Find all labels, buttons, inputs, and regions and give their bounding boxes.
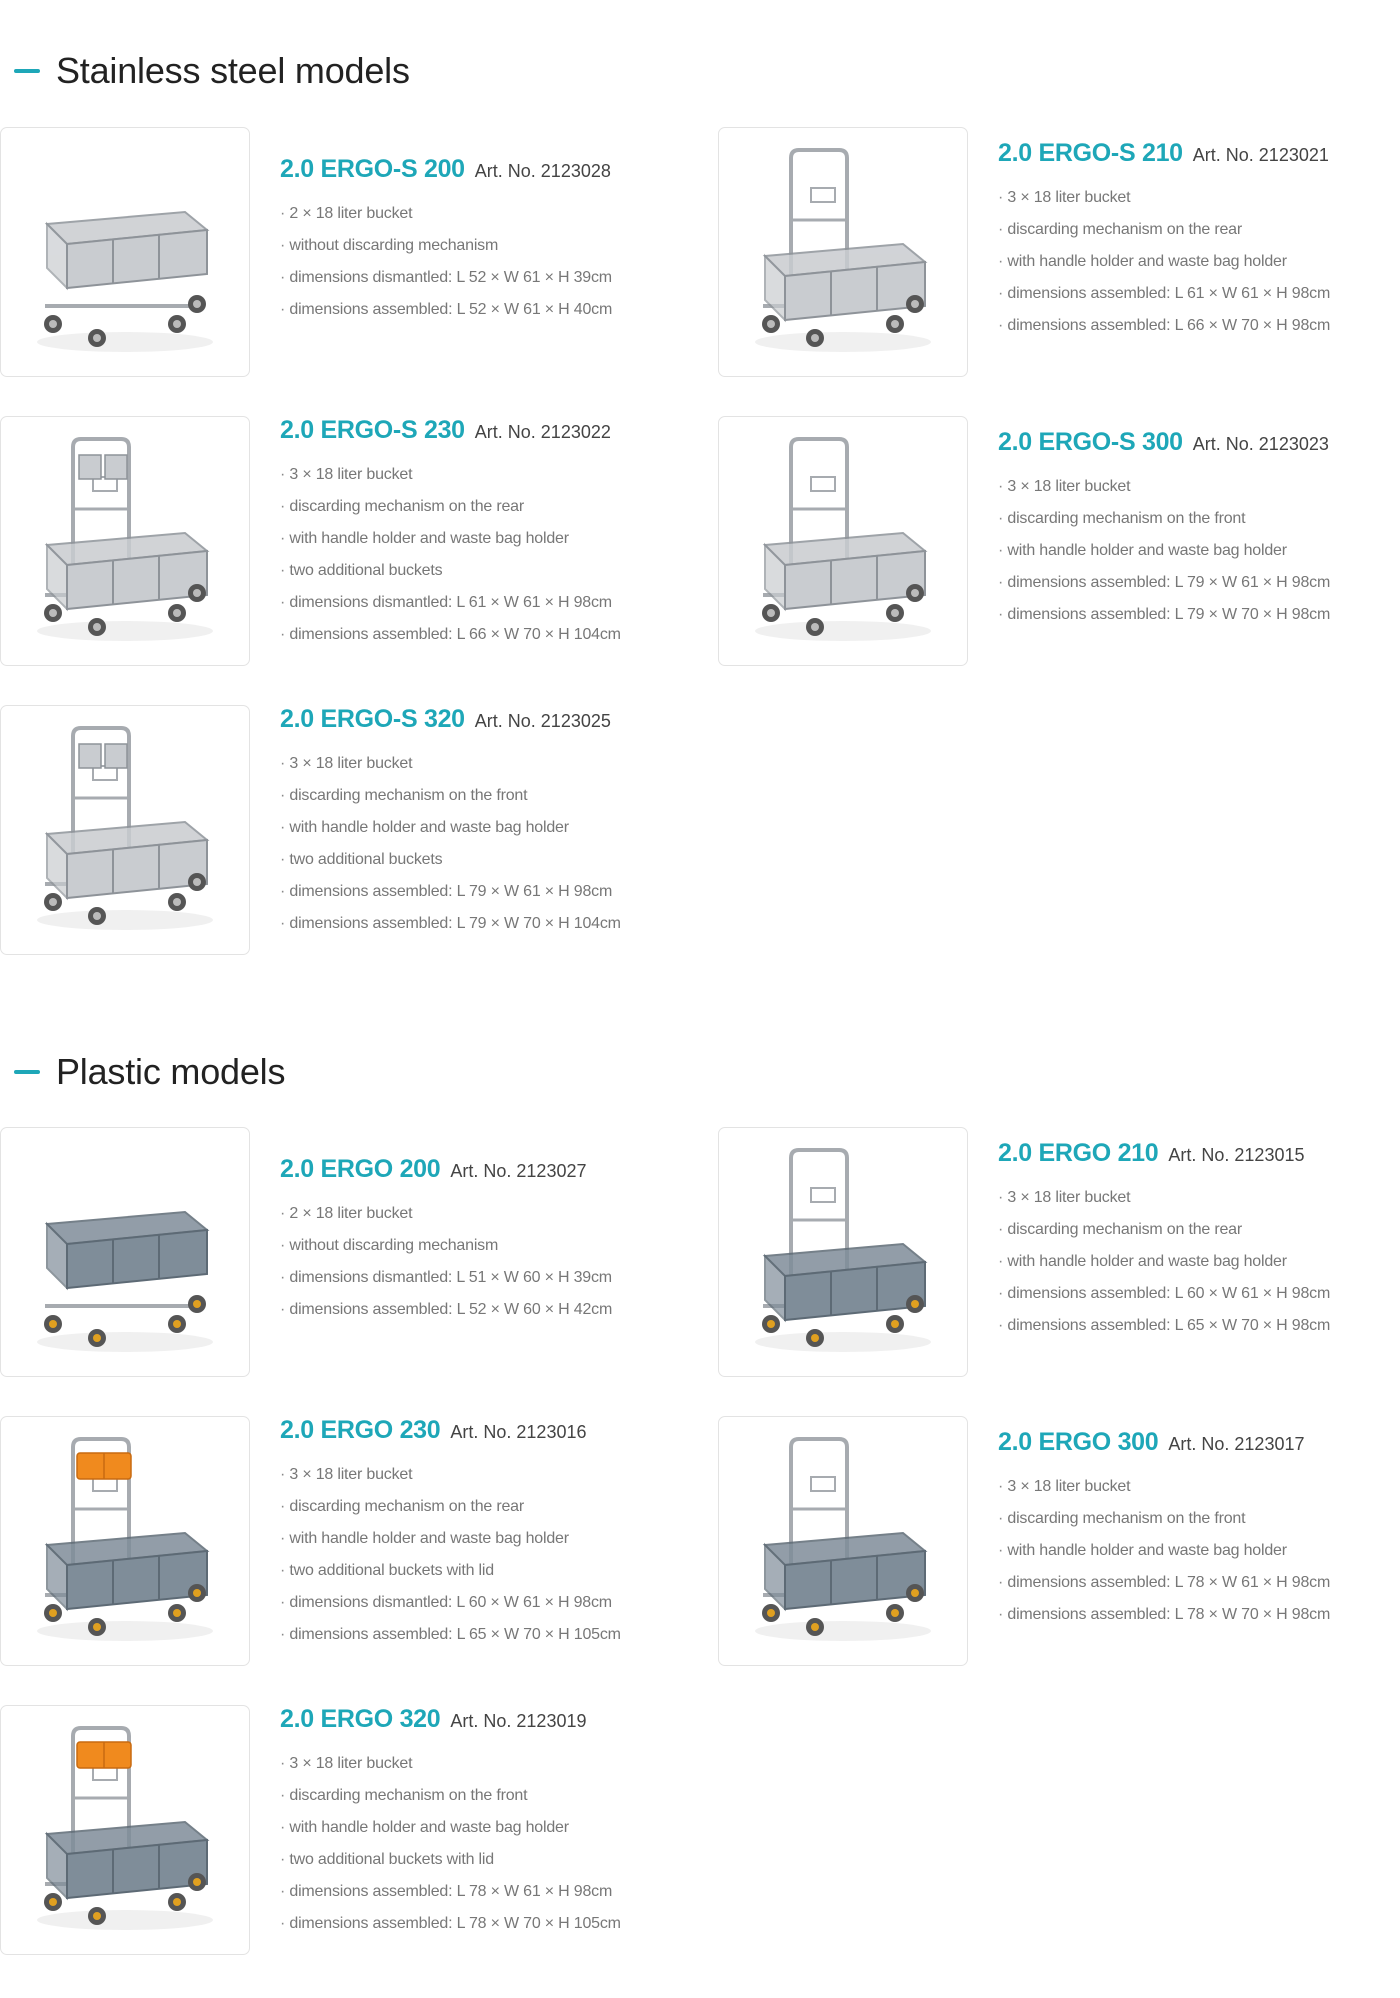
- spec-item: · 3 × 18 liter bucket: [280, 748, 700, 780]
- product-art-number: Art. No. 2123023: [1192, 434, 1329, 454]
- spec-item: · without discarding mechanism: [280, 1230, 700, 1262]
- cart-illustration-icon: [719, 1128, 967, 1376]
- product-info: [998, 428, 1400, 631]
- product-card[interactable]: [0, 705, 621, 955]
- spec-item: · dimensions assembled: L 78 × W 70 × H 98cm: [998, 1599, 1400, 1631]
- product-card[interactable]: [718, 1127, 1331, 1377]
- spec-item: · dimensions assembled: L 60 × W 61 × H 98cm: [998, 1278, 1400, 1310]
- spec-item: · discarding mechanism on the rear: [998, 1214, 1400, 1246]
- product-model[interactable]: 2.0 ERGO-S 200: [280, 155, 465, 183]
- product-model[interactable]: 2.0 ERGO 210: [998, 1139, 1159, 1167]
- product-model[interactable]: 2.0 ERGO-S 320: [280, 705, 465, 733]
- product-model[interactable]: 2.0 ERGO 320: [280, 1705, 441, 1733]
- spec-item: · dimensions assembled: L 79 × W 70 × H 98cm: [998, 599, 1400, 631]
- spec-list: [280, 1198, 700, 1326]
- product-heading: [280, 1705, 700, 1734]
- spec-list: [280, 1748, 700, 1940]
- spec-item: · dimensions assembled: L 79 × W 61 × H 98cm: [280, 876, 700, 908]
- spec-item: · discarding mechanism on the front: [280, 1780, 700, 1812]
- cart-illustration-icon: [1, 706, 249, 954]
- spec-item: · dimensions dismantled: L 60 × W 61 × H 98cm: [280, 1587, 700, 1619]
- product-image[interactable]: [718, 127, 968, 377]
- product-heading: [280, 1416, 700, 1445]
- product-info: [280, 416, 700, 651]
- product-heading: [998, 428, 1400, 457]
- product-model[interactable]: 2.0 ERGO-S 300: [998, 428, 1183, 456]
- spec-item: · 3 × 18 liter bucket: [280, 1459, 700, 1491]
- product-image[interactable]: [718, 1416, 968, 1666]
- spec-item: · discarding mechanism on the rear: [280, 1491, 700, 1523]
- spec-item: · 3 × 18 liter bucket: [998, 182, 1400, 214]
- product-heading: [998, 1428, 1400, 1457]
- cart-illustration-icon: [1, 128, 249, 376]
- cart-illustration-icon: [719, 1417, 967, 1665]
- product-image[interactable]: [0, 416, 250, 666]
- spec-item: · two additional buckets with lid: [280, 1555, 700, 1587]
- product-art-number: Art. No. 2123022: [474, 422, 611, 442]
- product-info: [998, 1428, 1400, 1631]
- spec-item: · discarding mechanism on the front: [998, 1503, 1400, 1535]
- product-card[interactable]: [718, 127, 1331, 377]
- spec-list: [998, 1471, 1400, 1631]
- spec-item: · dimensions assembled: L 66 × W 70 × H 104cm: [280, 619, 700, 651]
- product-card[interactable]: [0, 1416, 621, 1666]
- spec-item: · with handle holder and waste bag holder: [280, 1523, 700, 1555]
- cart-illustration-icon: [1, 1417, 249, 1665]
- product-heading: [998, 139, 1400, 168]
- spec-item: · with handle holder and waste bag holder: [280, 523, 700, 555]
- spec-item: · 3 × 18 liter bucket: [280, 459, 700, 491]
- section-heading-stainless: [14, 50, 410, 92]
- spec-item: · 3 × 18 liter bucket: [280, 1748, 700, 1780]
- cart-illustration-icon: [1, 1128, 249, 1376]
- product-image[interactable]: [718, 416, 968, 666]
- section-heading-plastic: [14, 1051, 285, 1093]
- product-card[interactable]: [718, 416, 1331, 666]
- spec-item: · 3 × 18 liter bucket: [998, 1471, 1400, 1503]
- product-image[interactable]: [0, 1705, 250, 1955]
- product-info: [998, 139, 1400, 342]
- spec-item: · dimensions assembled: L 65 × W 70 × H 98cm: [998, 1310, 1400, 1342]
- spec-list: [280, 459, 700, 651]
- spec-item: · 3 × 18 liter bucket: [998, 471, 1400, 503]
- spec-item: · 2 × 18 liter bucket: [280, 198, 700, 230]
- spec-item: · dimensions dismantled: L 51 × W 60 × H 39cm: [280, 1262, 700, 1294]
- spec-item: · discarding mechanism on the front: [998, 503, 1400, 535]
- product-card[interactable]: [0, 127, 613, 377]
- spec-item: · dimensions assembled: L 79 × W 70 × H 104cm: [280, 908, 700, 940]
- heading-dash-icon: [14, 69, 40, 73]
- spec-item: · dimensions assembled: L 52 × W 60 × H 42cm: [280, 1294, 700, 1326]
- spec-item: · dimensions assembled: L 52 × W 61 × H 40cm: [280, 294, 700, 326]
- product-art-number: Art. No. 2123021: [1192, 145, 1329, 165]
- heading-dash-icon: [14, 1070, 40, 1074]
- product-card[interactable]: [0, 416, 621, 666]
- product-info: [280, 1705, 700, 1940]
- product-heading: [280, 705, 700, 734]
- spec-item: · discarding mechanism on the front: [280, 780, 700, 812]
- product-info: [998, 1139, 1400, 1342]
- spec-item: · with handle holder and waste bag holder: [280, 1812, 700, 1844]
- spec-item: · dimensions assembled: L 78 × W 61 × H 98cm: [280, 1876, 700, 1908]
- spec-list: [998, 1182, 1400, 1342]
- cart-illustration-icon: [719, 128, 967, 376]
- spec-item: · with handle holder and waste bag holder: [280, 812, 700, 844]
- spec-item: · dimensions assembled: L 65 × W 70 × H 105cm: [280, 1619, 700, 1651]
- cart-illustration-icon: [1, 417, 249, 665]
- product-art-number: Art. No. 2123016: [450, 1422, 587, 1442]
- spec-item: · discarding mechanism on the rear: [280, 491, 700, 523]
- product-image[interactable]: [0, 1127, 250, 1377]
- product-heading: [280, 416, 700, 445]
- section-title: Plastic models: [56, 1051, 286, 1092]
- spec-list: [280, 1459, 700, 1651]
- product-model[interactable]: 2.0 ERGO 200: [280, 1155, 441, 1183]
- product-image[interactable]: [0, 127, 250, 377]
- product-info: [280, 1155, 700, 1326]
- spec-item: · 2 × 18 liter bucket: [280, 1198, 700, 1230]
- spec-item: · with handle holder and waste bag holder: [998, 246, 1400, 278]
- product-image[interactable]: [0, 705, 250, 955]
- spec-item: · with handle holder and waste bag holder: [998, 1246, 1400, 1278]
- product-art-number: Art. No. 2123028: [474, 161, 611, 181]
- spec-item: · dimensions dismantled: L 52 × W 61 × H 39cm: [280, 262, 700, 294]
- product-heading: [280, 1155, 700, 1184]
- product-art-number: Art. No. 2123015: [1168, 1145, 1305, 1165]
- spec-item: · dimensions assembled: L 78 × W 70 × H 105cm: [280, 1908, 700, 1940]
- spec-item: · two additional buckets: [280, 555, 700, 587]
- spec-item: · without discarding mechanism: [280, 230, 700, 262]
- spec-item: · with handle holder and waste bag holder: [998, 535, 1400, 567]
- product-info: [280, 1416, 700, 1651]
- product-model[interactable]: 2.0 ERGO-S 230: [280, 416, 465, 444]
- spec-item: · discarding mechanism on the rear: [998, 214, 1400, 246]
- product-art-number: Art. No. 2123025: [474, 711, 611, 731]
- cart-illustration-icon: [719, 417, 967, 665]
- product-heading: [998, 1139, 1400, 1168]
- product-card[interactable]: [0, 1127, 613, 1377]
- spec-item: · dimensions assembled: L 78 × W 61 × H 98cm: [998, 1567, 1400, 1599]
- product-art-number: Art. No. 2123027: [450, 1161, 587, 1181]
- product-model[interactable]: 2.0 ERGO-S 210: [998, 139, 1183, 167]
- spec-item: · 3 × 18 liter bucket: [998, 1182, 1400, 1214]
- spec-item: · two additional buckets: [280, 844, 700, 876]
- product-image[interactable]: [718, 1127, 968, 1377]
- product-art-number: Art. No. 2123017: [1168, 1434, 1305, 1454]
- spec-item: · dimensions assembled: L 66 × W 70 × H 98cm: [998, 310, 1400, 342]
- product-info: [280, 155, 700, 326]
- product-model[interactable]: 2.0 ERGO 230: [280, 1416, 441, 1444]
- spec-list: [998, 471, 1400, 631]
- section-title: Stainless steel models: [56, 50, 410, 91]
- spec-list: [998, 182, 1400, 342]
- product-model[interactable]: 2.0 ERGO 300: [998, 1428, 1159, 1456]
- spec-item: · dimensions assembled: L 79 × W 61 × H 98cm: [998, 567, 1400, 599]
- product-info: [280, 705, 700, 940]
- spec-list: [280, 198, 700, 326]
- product-image[interactable]: [0, 1416, 250, 1666]
- spec-item: · dimensions dismantled: L 61 × W 61 × H 98cm: [280, 587, 700, 619]
- spec-item: · dimensions assembled: L 61 × W 61 × H 98cm: [998, 278, 1400, 310]
- spec-item: · two additional buckets with lid: [280, 1844, 700, 1876]
- product-art-number: Art. No. 2123019: [450, 1711, 587, 1731]
- product-heading: [280, 155, 700, 184]
- product-card[interactable]: [718, 1416, 1331, 1666]
- product-card[interactable]: [0, 1705, 621, 1955]
- spec-list: [280, 748, 700, 940]
- spec-item: · with handle holder and waste bag holder: [998, 1535, 1400, 1567]
- cart-illustration-icon: [1, 1706, 249, 1954]
